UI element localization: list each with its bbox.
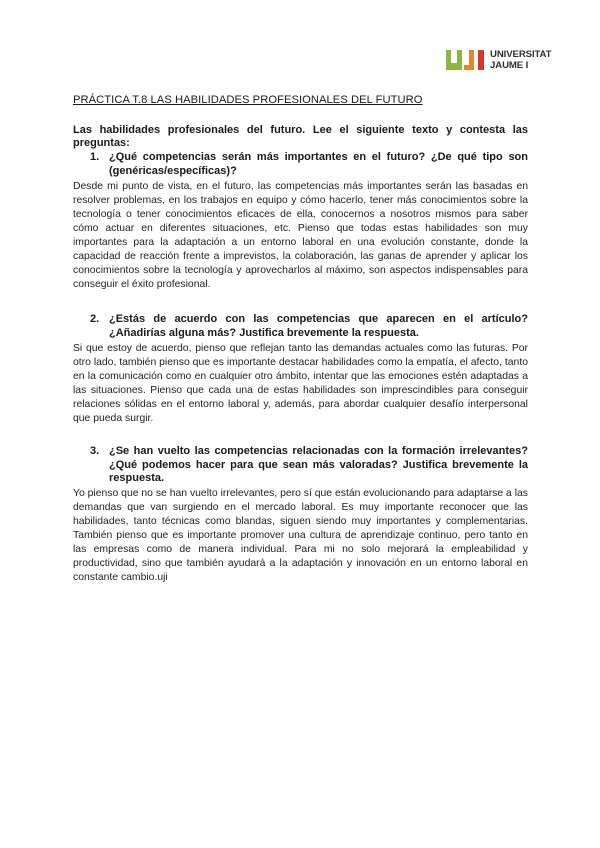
logo-line-2: JAUME I <box>490 59 529 71</box>
page-title: PRÁCTICA T.8 LAS HABILIDADES PROFESIONALES DEL FUTURO <box>73 94 423 106</box>
question-number: 3. <box>90 445 100 457</box>
answer-3: Yo pienso que no se han vuelto irrelevantes, pero sí que están evolucionando para adaptarse a las demandas que van surgiendo en el mercado laboral. Es muy importante reconocer que las habilidades, tanto técnicas como blandas, siguen siendo muy importantes y complementarias. También pienso que es importante promover una cultura de aprendizaje continuo, pero tanto en las empresas como de manera individual. Para mi no solo mejorará la empleabilidad y productividad, sino que también ayudará a la adaptación y innovación en un entorno laboral en constante cambio.uji <box>73 488 528 583</box>
question-2 <box>90 313 528 340</box>
question-text: ¿Se han vuelto las competencias relacionadas con la formación irrelevantes? ¿Qué podemos hacer para que sean más valoradas? Justifica brevemente la respuesta. <box>109 445 528 484</box>
uji-logo-icon <box>445 49 487 71</box>
logo-line-1: UNIVERSITAT <box>490 49 552 60</box>
question-text: ¿Qué competencias serán más importantes en el futuro? ¿De qué tipo son (genéricas/específicas)? <box>109 151 528 177</box>
answer-2: Si que estoy de acuerdo, pienso que reflejan tanto las demandas actuales como las futuras. Por otro lado, también pienso que es importante destacar habilidades como la empatía, el afecto, tanto en la comunicación como en cualquier otro ámbito, intentar que las emociones estén adaptadas a las situaciones. Pienso que cada una de estas habilidades son imprescindibles para conseguir relaciones sólidas en el entorno laboral y, además, para abordar cualquier desafío interpersonal que pueda surgir. <box>73 343 528 424</box>
question-1 <box>90 151 528 178</box>
question-3 <box>90 445 528 486</box>
answer-1: Desde mi punto de vista, en el futuro, las competencias más importantes serán las basadas en resolver problemas, en los trabajos en equipo y cómo hacerlo, tener más conocimientos sobre la tecnología o tener conocimientos eficaces de ella, conocernos a nosotros mismos para saber cómo actuar en diferentes situaciones, etc. Pienso que todas estas habilidades son muy importantes para la adaptación a un entorno laboral en una evolución constante, donde la capacidad de reacción frente a imprevistos, la colaboración, las ganas de aprender y aplicar los conocimientos sobre la tecnología y aprovecharlos al máximo, son aspectos indispensables para conseguir el éxito profesional. <box>73 181 528 290</box>
question-number: 2. <box>90 313 100 325</box>
intro-text: Las habilidades profesionales del futuro. Lee el siguiente texto y contesta las preguntas: <box>73 124 528 150</box>
logo-text <box>490 50 551 71</box>
question-text: ¿Estás de acuerdo con las competencias que aparecen en el artículo? ¿Añadirías alguna más? Justifica brevemente la respuesta. <box>109 313 528 339</box>
question-number: 1. <box>90 151 100 163</box>
university-logo <box>445 47 560 73</box>
